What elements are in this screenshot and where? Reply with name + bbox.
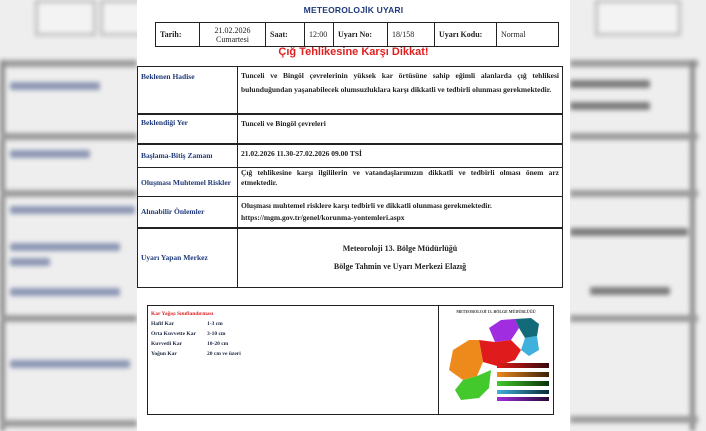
time-value: 12:00 (305, 23, 334, 47)
safety-link[interactable]: https://mgm.gov.tr/genel/korunma-yontemleri.aspx (241, 213, 405, 222)
map-region-blue (521, 336, 539, 356)
legend-bar-blue (497, 390, 549, 394)
header-table (155, 22, 559, 47)
legend-bar-orange (497, 372, 549, 377)
row-value-cell (238, 197, 563, 228)
row-label: Beklendiği Yer (138, 114, 238, 144)
warning-no-value: 18/158 (388, 23, 435, 47)
blurred-text (590, 287, 670, 295)
classification-title: Kar Yağışı Sınıflandırması (151, 311, 214, 317)
legend-bar-purple (497, 397, 549, 401)
row-label: Alınabilir Önlemler (138, 197, 238, 228)
map-region-red (479, 340, 521, 366)
map-title: METEOROLOJİ 13. BÖLGE MÜDÜRLÜĞÜ (456, 309, 536, 314)
region-map-graphic (439, 314, 553, 409)
warning-code-value: Normal (497, 23, 559, 47)
issuing-center-line2: Bölge Tahmin ve Uyarı Merkezi Elazığ (333, 261, 467, 271)
snow-classification-box (147, 305, 554, 415)
legend-bar-green (497, 381, 549, 386)
blurred-text (10, 288, 120, 296)
classification-range: 1-3 cm (207, 321, 223, 327)
warning-headline: Çığ Tehlikesine Karşı Dikkat! (278, 46, 429, 58)
date-cell (200, 23, 266, 47)
date-label: Tarih: (156, 23, 200, 47)
blurred-text (10, 82, 100, 90)
row-label: Beklenen Hadise (138, 67, 238, 114)
issuing-center-line1: Meteoroloji 13. Bölge Müdürlüğü (342, 243, 458, 253)
table-row (138, 144, 563, 168)
row-value: Tunceli ve Bingöl çevrelerinin yüksek kar örtüsüne sahip eğimli alanlarda çığ tehlikesi bulunduğundan yaşanabilecek olumsuzluklara karşı dikkatli ve tedbirli olunması gerekmektedir. (238, 67, 563, 114)
blurred-border (570, 60, 698, 67)
blurred-border (0, 315, 137, 322)
classification-name: Orta Kuvvette Kar (151, 331, 196, 337)
blurred-text (10, 206, 135, 214)
blurred-text (10, 243, 120, 251)
row-value: Tunceli ve Bingöl çevreleri (238, 114, 563, 144)
blurred-border (0, 60, 5, 431)
blurred-border (570, 190, 698, 197)
day-value: Cumartesi (216, 34, 249, 44)
warning-code-label: Uyarı Kodu: (435, 23, 497, 47)
classification-name: Hafif Kar (151, 321, 175, 327)
map-region-orange (449, 340, 483, 380)
classification-row (151, 351, 241, 361)
blurred-border (0, 60, 137, 67)
table-row (138, 228, 563, 288)
blurred-text (10, 150, 90, 158)
map-region-purple (489, 319, 519, 342)
blurred-cell (35, 0, 96, 36)
snow-classification (151, 311, 241, 361)
blurred-text (570, 102, 650, 110)
blurred-cell (100, 0, 137, 36)
row-label: Başlama-Bitiş Zamanı (138, 144, 238, 168)
date-value: 21.02.2026 (214, 25, 251, 35)
blurred-cell (595, 0, 681, 36)
blurred-text (10, 258, 50, 266)
classification-name: Kuvvetli Kar (151, 341, 183, 347)
table-row (138, 67, 563, 114)
blurred-border (0, 420, 137, 427)
classification-range: 10-20 cm (207, 341, 229, 347)
classification-row (151, 331, 241, 341)
blurred-text (570, 80, 650, 88)
classification-name: Yoğun Kar (151, 351, 177, 357)
blurred-border (0, 190, 137, 197)
blurred-border (690, 60, 695, 431)
warning-document (137, 0, 570, 431)
row-value-cell (238, 228, 563, 288)
document-title: METEOROLOJİK UYARI (303, 5, 404, 15)
blurred-border (0, 133, 137, 140)
row-label: Uyarı Yapan Merkez (138, 228, 238, 288)
blurred-background-right (570, 0, 706, 431)
table-row (138, 114, 563, 144)
classification-row (151, 341, 241, 351)
row-value: Oluşması muhtemel risklere karşı tedbirli ve dikkatli olunması gerekmektedir. (241, 201, 492, 210)
row-label: Oluşması Muhtemel Riskler (138, 168, 238, 197)
legend-bar-red (497, 363, 549, 368)
blurred-text (570, 228, 688, 236)
blurred-border (570, 315, 698, 322)
blurred-background-left (0, 0, 137, 431)
row-value: Çığ tehlikesine karşı ilgililerin ve vatandaşlarımızın dikkatli ve tedbirli olması önem arz etmektedir. (238, 168, 563, 197)
table-row (138, 197, 563, 228)
classification-range: 3-10 cm (207, 331, 226, 337)
blurred-border (570, 133, 698, 140)
row-value: 21.02.2026 11.30-27.02.2026 09.00 TSİ (238, 144, 563, 168)
time-label: Saat: (266, 23, 305, 47)
classification-row (151, 321, 241, 331)
blurred-text (10, 360, 130, 368)
blurred-border (570, 416, 698, 423)
warning-details-table (137, 66, 563, 288)
warning-no-label: Uyarı No: (334, 23, 388, 47)
classification-range: 20 cm ve üzeri (207, 351, 241, 357)
region-map (439, 306, 553, 414)
table-row (138, 168, 563, 197)
